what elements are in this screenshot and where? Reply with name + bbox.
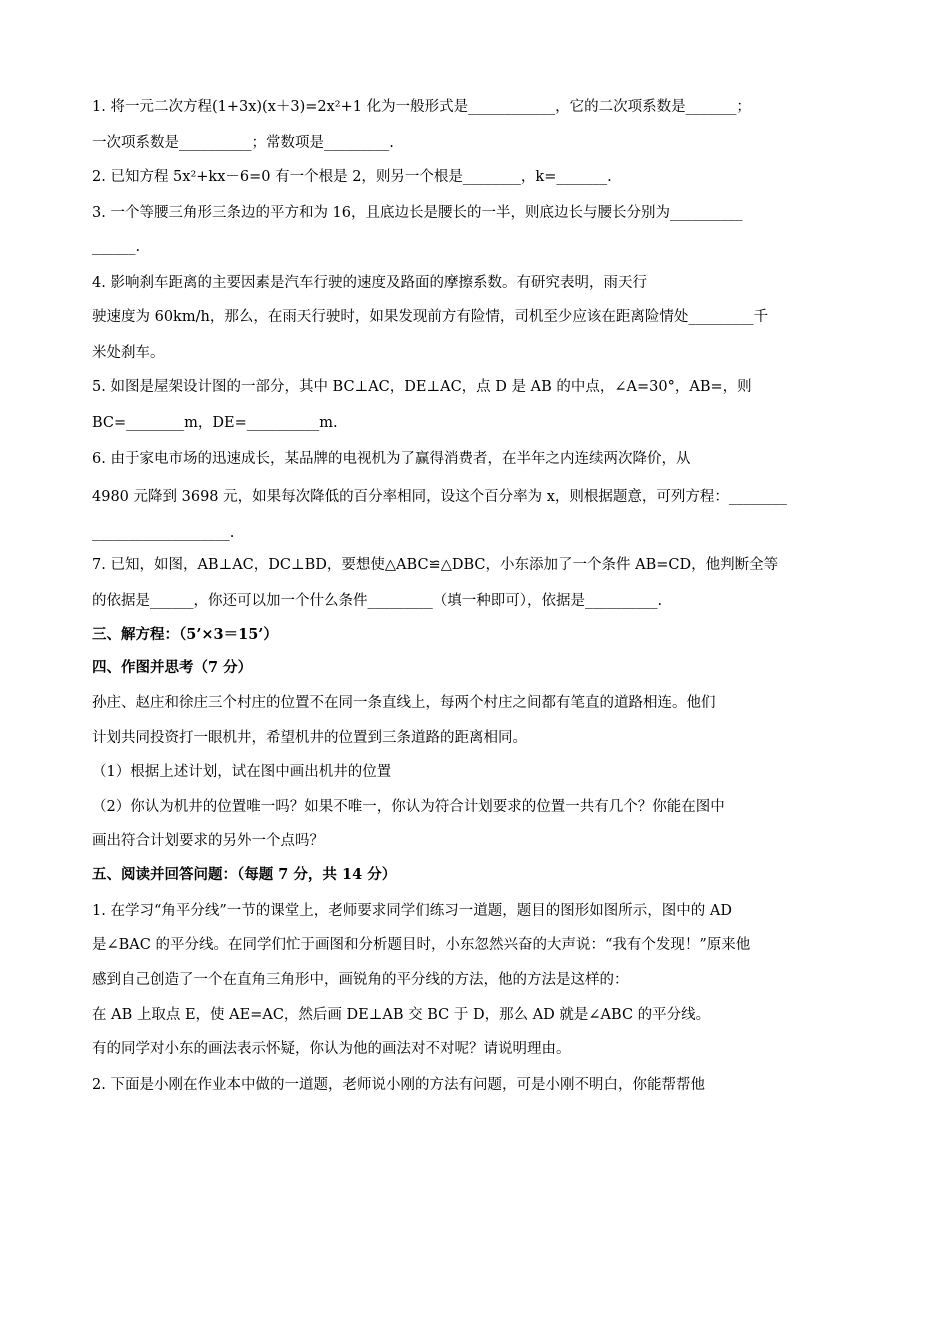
section-5-heading: 五、阅读并回答问题：（每题 7 分，共 14 分） (92, 866, 397, 883)
section-4-item-1: （1）根据上述计划，试在图中画出机井的位置 (92, 764, 392, 780)
q4-line-3: 米处刹车。 (92, 345, 165, 361)
section-4-para-1: 孙庄、赵庄和徐庄三个村庄的位置不在同一条直线上，每两个村庄之间都有笔直的道路相连。他们 (92, 695, 716, 711)
section-4-item-2-line-1: （2）你认为机井的位置唯一吗？如果不唯一，你认为符合计划要求的位置一共有几个？你能在图中 (92, 799, 725, 815)
q3-line-2: ______. (92, 239, 141, 255)
q3-line-1: 3. 一个等腰三角形三条边的平方和为 16，且底边长是腰长的一半，则底边长与腰长分别为__________ (92, 205, 743, 221)
section-5-q1-line-5: 有的同学对小东的画法表示怀疑，你认为他的画法对不对呢？请说明理由。 (92, 1041, 571, 1057)
q6-line-3: ___________________. (92, 525, 235, 541)
q5-line-1: 5. 如图是屋架设计图的一部分，其中 BC⊥AC，DE⊥AC，点 D 是 AB 的中点，∠A=30°，AB=，则 (92, 379, 752, 395)
section-5-q1-line-4: 在 AB 上取点 E，使 AE=AC，然后画 DE⊥AB 交 BC 于 D，那么 AD 就是∠ABC 的平分线。 (92, 1007, 711, 1023)
q1-line-1: 1. 将一元二次方程(1+3x)(x＋3)=2x²+1 化为一般形式是____________，它的二次项系数是_______； (92, 99, 751, 115)
q6-line-2: 4980 元降到 3698 元，如果每次降低的百分率相同，设这个百分率为 x，则根据题意，可列方程：________ (92, 489, 787, 505)
section-5-q1-line-2: 是∠BAC 的平分线。在同学们忙于画图和分析题目时，小东忽然兴奋的大声说：“我有个发现！”原来他 (92, 937, 751, 953)
section-5-q1-line-1: 1. 在学习“角平分线”一节的课堂上，老师要求同学们练习一道题，题目的图形如图所示，图中的 AD (92, 903, 732, 919)
q1-line-2: 一次项系数是__________；常数项是_________. (92, 135, 394, 151)
q2-line: 2. 已知方程 5x²+kx－6=0 有一个根是 2，则另一个根是________，k=_______. (92, 169, 612, 185)
section-4-para-2: 计划共同投资打一眼机井，希望机井的位置到三条道路的距离相同。 (92, 730, 527, 746)
q6-line-1: 6. 由于家电市场的迅速成长，某品牌的电视机为了赢得消费者，在半年之内连续两次降价，从 (92, 451, 691, 467)
section-3-heading: 三、解方程：（5’×3＝15’） (92, 626, 278, 643)
section-4-heading: 四、作图并思考（7 分） (92, 659, 253, 676)
q5-line-2: BC=________m，DE=__________m. (92, 415, 338, 431)
q7-line-2: 的依据是______，你还可以加一个什么条件_________（填一种即可），依据是__________. (92, 593, 663, 609)
q4-line-1: 4. 影响刹车距离的主要因素是汽车行驶的速度及路面的摩擦系数。有研究表明，雨天行 (92, 275, 647, 291)
q4-line-2: 驶速度为 60km/h，那么，在雨天行驶时，如果发现前方有险情，司机至少应该在距离险情处_________千 (92, 309, 769, 325)
q7-line-1: 7. 已知，如图，AB⊥AC，DC⊥BD，要想使△ABC≌△DBC，小东添加了一个条件 AB=CD，他判断全等 (92, 557, 779, 573)
section-5-q2-line-1: 2. 下面是小刚在作业本中做的一道题，老师说小刚的方法有问题，可是小刚不明白，你能帮帮他 (92, 1077, 705, 1093)
section-5-q1-line-3: 感到自己创造了一个在直角三角形中，画锐角的平分线的方法，他的方法是这样的： (92, 972, 629, 988)
section-4-item-2-line-2: 画出符合计划要求的另外一个点吗？ (92, 833, 324, 849)
